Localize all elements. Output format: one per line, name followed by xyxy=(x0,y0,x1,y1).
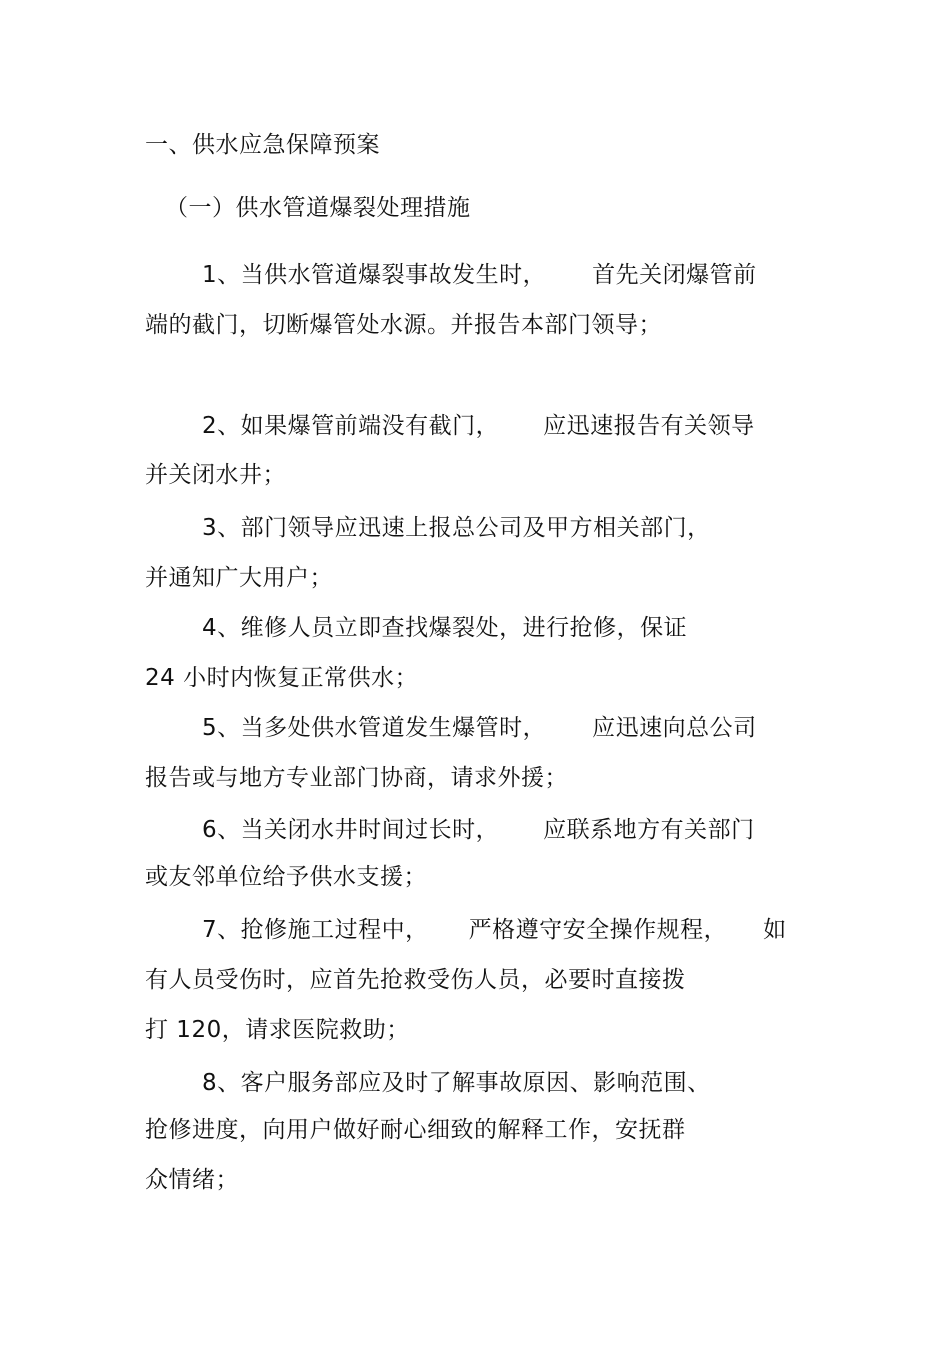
item-7-line-1-part-c: 如 xyxy=(763,917,787,943)
item-6-line-1-part-a: 6、当关闭水井时间过长时， xyxy=(202,817,500,843)
item-3-line-2: 并通知广大用户； xyxy=(145,565,333,591)
item-1-line-1-part-b: 首先关闭爆管前 xyxy=(592,262,757,288)
item-8-line-1: 8、客户服务部应及时了解事故原因、影响范围、 xyxy=(202,1070,711,1096)
section-heading: 一、供水应急保障预案 xyxy=(145,132,380,158)
subsection-heading: （一）供水管道爆裂处理措施 xyxy=(165,195,471,221)
item-2-line-2: 并关闭水井； xyxy=(145,462,286,488)
item-2-line-1-part-b: 应迅速报告有关领导 xyxy=(543,413,755,439)
item-3-line-1: 3、部门领导应迅速上报总公司及甲方相关部门， xyxy=(202,515,711,541)
item-1-line-1-part-a: 1、当供水管道爆裂事故发生时， xyxy=(202,262,547,288)
item-4-line-2: 24 小时内恢复正常供水； xyxy=(145,665,419,691)
item-5-line-1-part-b: 应迅速向总公司 xyxy=(592,715,757,741)
item-7-line-1-part-a: 7、抢修施工过程中， xyxy=(202,917,429,943)
item-7-line-3: 打 120，请求医院救助； xyxy=(145,1017,410,1043)
item-4-line-1: 4、维修人员立即查找爆裂处，进行抢修，保证 xyxy=(202,615,688,641)
item-5-line-1 xyxy=(202,713,757,743)
item-5-line-1-part-a: 5、当多处供水管道发生爆管时， xyxy=(202,715,547,741)
item-6-line-1 xyxy=(202,815,755,845)
item-5-line-2: 报告或与地方专业部门协商，请求外援； xyxy=(145,765,568,791)
item-6-line-1-part-b: 应联系地方有关部门 xyxy=(543,817,755,843)
item-7-line-2: 有人员受伤时，应首先抢救受伤人员，必要时直接拨 xyxy=(145,967,686,993)
item-2-line-1 xyxy=(202,411,755,441)
item-6-line-2: 或友邻单位给予供水支援； xyxy=(145,864,427,890)
item-7-line-1-part-b: 严格遵守安全操作规程， xyxy=(468,917,728,943)
item-7-line-1 xyxy=(202,915,787,945)
item-2-line-1-part-a: 2、如果爆管前端没有截门， xyxy=(202,413,500,439)
item-8-line-2: 抢修进度，向用户做好耐心细致的解释工作，安抚群 xyxy=(145,1117,686,1143)
item-8-line-3: 众情绪； xyxy=(145,1167,239,1193)
item-1-line-1 xyxy=(202,260,757,290)
item-1-line-2: 端的截门，切断爆管处水源。并报告本部门领导； xyxy=(145,312,662,338)
